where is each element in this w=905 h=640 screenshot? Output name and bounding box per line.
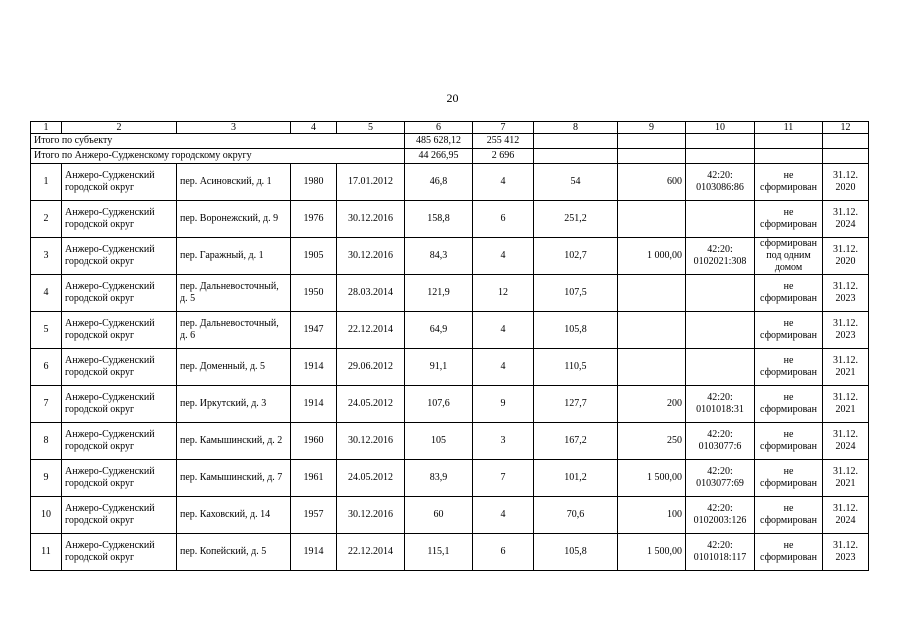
deadline-cell: 31.12. 2023 xyxy=(823,534,869,571)
area-cell: 84,3 xyxy=(405,238,473,275)
deadline-cell: 31.12. 2024 xyxy=(823,201,869,238)
address-cell: пер. Копейский, д. 5 xyxy=(177,534,291,571)
year-cell: 1961 xyxy=(291,460,337,497)
column-number: 6 xyxy=(405,122,473,134)
area-cell: 60 xyxy=(405,497,473,534)
cadastre-number-cell: 42:20: 0101018:117 xyxy=(686,534,755,571)
row-number: 3 xyxy=(31,238,62,275)
address-cell: пер. Асиновский, д. 1 xyxy=(177,164,291,201)
land-status-cell: не сформирован xyxy=(755,164,823,201)
area-cell: 91,1 xyxy=(405,349,473,386)
total-people: 2 696 xyxy=(473,149,534,164)
area-cell: 158,8 xyxy=(405,201,473,238)
deadline-cell: 31.12. 2020 xyxy=(823,164,869,201)
row-number: 11 xyxy=(31,534,62,571)
column-9-cell xyxy=(618,201,686,238)
year-cell: 1914 xyxy=(291,349,337,386)
date-cell: 24.05.2012 xyxy=(337,460,405,497)
total-row-subject xyxy=(31,134,869,149)
year-cell: 1947 xyxy=(291,312,337,349)
people-cell: 6 xyxy=(473,534,534,571)
column-number: 8 xyxy=(534,122,618,134)
address-cell: пер. Иркутский, д. 3 xyxy=(177,386,291,423)
municipality-cell: Анжеро-Судженский городской округ xyxy=(62,386,177,423)
people-cell: 9 xyxy=(473,386,534,423)
municipality-cell: Анжеро-Судженский городской округ xyxy=(62,423,177,460)
total-label: Итого по субъекту xyxy=(31,134,405,149)
area-cell: 121,9 xyxy=(405,275,473,312)
land-status-cell: не сформирован xyxy=(755,534,823,571)
column-8-cell: 105,8 xyxy=(534,534,618,571)
column-number: 5 xyxy=(337,122,405,134)
row-number: 4 xyxy=(31,275,62,312)
total-label: Итого по Анжеро-Судженскому городскому округу xyxy=(31,149,405,164)
land-status-cell: не сформирован xyxy=(755,386,823,423)
cadastre-number-cell xyxy=(686,201,755,238)
deadline-cell: 31.12. 2020 xyxy=(823,238,869,275)
area-cell: 64,9 xyxy=(405,312,473,349)
table-row xyxy=(31,275,869,312)
column-number: 12 xyxy=(823,122,869,134)
year-cell: 1980 xyxy=(291,164,337,201)
column-number: 10 xyxy=(686,122,755,134)
column-9-cell: 250 xyxy=(618,423,686,460)
municipality-cell: Анжеро-Судженский городской округ xyxy=(62,497,177,534)
table-row xyxy=(31,238,869,275)
people-cell: 6 xyxy=(473,201,534,238)
row-number: 8 xyxy=(31,423,62,460)
cadastre-number-cell: 42:20: 0102021:308 xyxy=(686,238,755,275)
column-8-cell: 105,8 xyxy=(534,312,618,349)
area-cell: 107,6 xyxy=(405,386,473,423)
column-number: 1 xyxy=(31,122,62,134)
year-cell: 1976 xyxy=(291,201,337,238)
column-8-cell: 107,5 xyxy=(534,275,618,312)
column-9-cell xyxy=(618,349,686,386)
row-number: 6 xyxy=(31,349,62,386)
total-people: 255 412 xyxy=(473,134,534,149)
cadastre-number-cell: 42:20: 0101018:31 xyxy=(686,386,755,423)
column-8-cell: 110,5 xyxy=(534,349,618,386)
address-cell: пер. Камышинский, д. 7 xyxy=(177,460,291,497)
housing-register-table xyxy=(30,121,869,571)
area-cell: 83,9 xyxy=(405,460,473,497)
people-cell: 3 xyxy=(473,423,534,460)
people-cell: 7 xyxy=(473,460,534,497)
table-row xyxy=(31,164,869,201)
cadastre-number-cell xyxy=(686,275,755,312)
people-cell: 12 xyxy=(473,275,534,312)
cadastre-number-cell: 42:20: 0102003:126 xyxy=(686,497,755,534)
municipality-cell: Анжеро-Судженский городской округ xyxy=(62,238,177,275)
date-cell: 30.12.2016 xyxy=(337,497,405,534)
cadastre-number-cell xyxy=(686,349,755,386)
deadline-cell: 31.12. 2021 xyxy=(823,349,869,386)
land-status-cell: не сформирован xyxy=(755,497,823,534)
row-number: 2 xyxy=(31,201,62,238)
date-cell: 30.12.2016 xyxy=(337,238,405,275)
column-9-cell: 100 xyxy=(618,497,686,534)
date-cell: 22.12.2014 xyxy=(337,312,405,349)
date-cell: 24.05.2012 xyxy=(337,386,405,423)
column-numbers-row xyxy=(31,122,869,134)
people-cell: 4 xyxy=(473,497,534,534)
date-cell: 29.06.2012 xyxy=(337,349,405,386)
deadline-cell: 31.12. 2023 xyxy=(823,275,869,312)
land-status-cell: не сформирован xyxy=(755,460,823,497)
people-cell: 4 xyxy=(473,238,534,275)
column-9-cell xyxy=(618,275,686,312)
table-row xyxy=(31,497,869,534)
date-cell: 28.03.2014 xyxy=(337,275,405,312)
column-8-cell: 101,2 xyxy=(534,460,618,497)
address-cell: пер. Воронежский, д. 9 xyxy=(177,201,291,238)
area-cell: 115,1 xyxy=(405,534,473,571)
total-area: 485 628,12 xyxy=(405,134,473,149)
address-cell: пер. Камышинский, д. 2 xyxy=(177,423,291,460)
table-row xyxy=(31,312,869,349)
people-cell: 4 xyxy=(473,164,534,201)
address-cell: пер. Дальневосточный, д. 5 xyxy=(177,275,291,312)
row-number: 9 xyxy=(31,460,62,497)
land-status-cell: не сформирован xyxy=(755,423,823,460)
land-status-cell: не сформирован xyxy=(755,201,823,238)
column-9-cell xyxy=(618,312,686,349)
column-number: 11 xyxy=(755,122,823,134)
column-number: 9 xyxy=(618,122,686,134)
municipality-cell: Анжеро-Судженский городской округ xyxy=(62,312,177,349)
deadline-cell: 31.12. 2024 xyxy=(823,423,869,460)
year-cell: 1905 xyxy=(291,238,337,275)
column-9-cell: 1 500,00 xyxy=(618,534,686,571)
area-cell: 105 xyxy=(405,423,473,460)
column-8-cell: 167,2 xyxy=(534,423,618,460)
municipality-cell: Анжеро-Судженский городской округ xyxy=(62,201,177,238)
year-cell: 1950 xyxy=(291,275,337,312)
cadastre-number-cell: 42:20: 0103077:69 xyxy=(686,460,755,497)
date-cell: 22.12.2014 xyxy=(337,534,405,571)
land-status-cell: не сформирован xyxy=(755,349,823,386)
year-cell: 1960 xyxy=(291,423,337,460)
table-row xyxy=(31,423,869,460)
land-status-cell: сформирован под одним домом xyxy=(755,238,823,275)
column-9-cell: 1 000,00 xyxy=(618,238,686,275)
year-cell: 1914 xyxy=(291,534,337,571)
date-cell: 30.12.2016 xyxy=(337,423,405,460)
column-8-cell: 102,7 xyxy=(534,238,618,275)
address-cell: пер. Дальневосточный, д. 6 xyxy=(177,312,291,349)
date-cell: 17.01.2012 xyxy=(337,164,405,201)
people-cell: 4 xyxy=(473,349,534,386)
row-number: 1 xyxy=(31,164,62,201)
year-cell: 1914 xyxy=(291,386,337,423)
column-8-cell: 251,2 xyxy=(534,201,618,238)
address-cell: пер. Каховский, д. 14 xyxy=(177,497,291,534)
table-row xyxy=(31,386,869,423)
land-status-cell: не сформирован xyxy=(755,312,823,349)
municipality-cell: Анжеро-Судженский городской округ xyxy=(62,534,177,571)
column-8-cell: 54 xyxy=(534,164,618,201)
column-9-cell: 600 xyxy=(618,164,686,201)
area-cell: 46,8 xyxy=(405,164,473,201)
address-cell: пер. Гаражный, д. 1 xyxy=(177,238,291,275)
column-9-cell: 1 500,00 xyxy=(618,460,686,497)
total-row-district xyxy=(31,149,869,164)
column-9-cell: 200 xyxy=(618,386,686,423)
people-cell: 4 xyxy=(473,312,534,349)
municipality-cell: Анжеро-Судженский городской округ xyxy=(62,349,177,386)
date-cell: 30.12.2016 xyxy=(337,201,405,238)
cadastre-number-cell: 42:20: 0103086:86 xyxy=(686,164,755,201)
address-cell: пер. Доменный, д. 5 xyxy=(177,349,291,386)
cadastre-number-cell: 42:20: 0103077:6 xyxy=(686,423,755,460)
table-row xyxy=(31,349,869,386)
column-8-cell: 127,7 xyxy=(534,386,618,423)
municipality-cell: Анжеро-Судженский городской округ xyxy=(62,164,177,201)
total-area: 44 266,95 xyxy=(405,149,473,164)
cadastre-number-cell xyxy=(686,312,755,349)
table-row xyxy=(31,534,869,571)
column-number: 3 xyxy=(177,122,291,134)
row-number: 10 xyxy=(31,497,62,534)
table-row xyxy=(31,460,869,497)
column-8-cell: 70,6 xyxy=(534,497,618,534)
column-number: 7 xyxy=(473,122,534,134)
row-number: 7 xyxy=(31,386,62,423)
year-cell: 1957 xyxy=(291,497,337,534)
land-status-cell: не сформирован xyxy=(755,275,823,312)
table-row xyxy=(31,201,869,238)
deadline-cell: 31.12. 2023 xyxy=(823,312,869,349)
municipality-cell: Анжеро-Судженский городской округ xyxy=(62,275,177,312)
deadline-cell: 31.12. 2021 xyxy=(823,386,869,423)
column-number: 4 xyxy=(291,122,337,134)
municipality-cell: Анжеро-Судженский городской округ xyxy=(62,460,177,497)
column-number: 2 xyxy=(62,122,177,134)
deadline-cell: 31.12. 2021 xyxy=(823,460,869,497)
row-number: 5 xyxy=(31,312,62,349)
page-number: 20 xyxy=(446,91,459,105)
deadline-cell: 31.12. 2024 xyxy=(823,497,869,534)
